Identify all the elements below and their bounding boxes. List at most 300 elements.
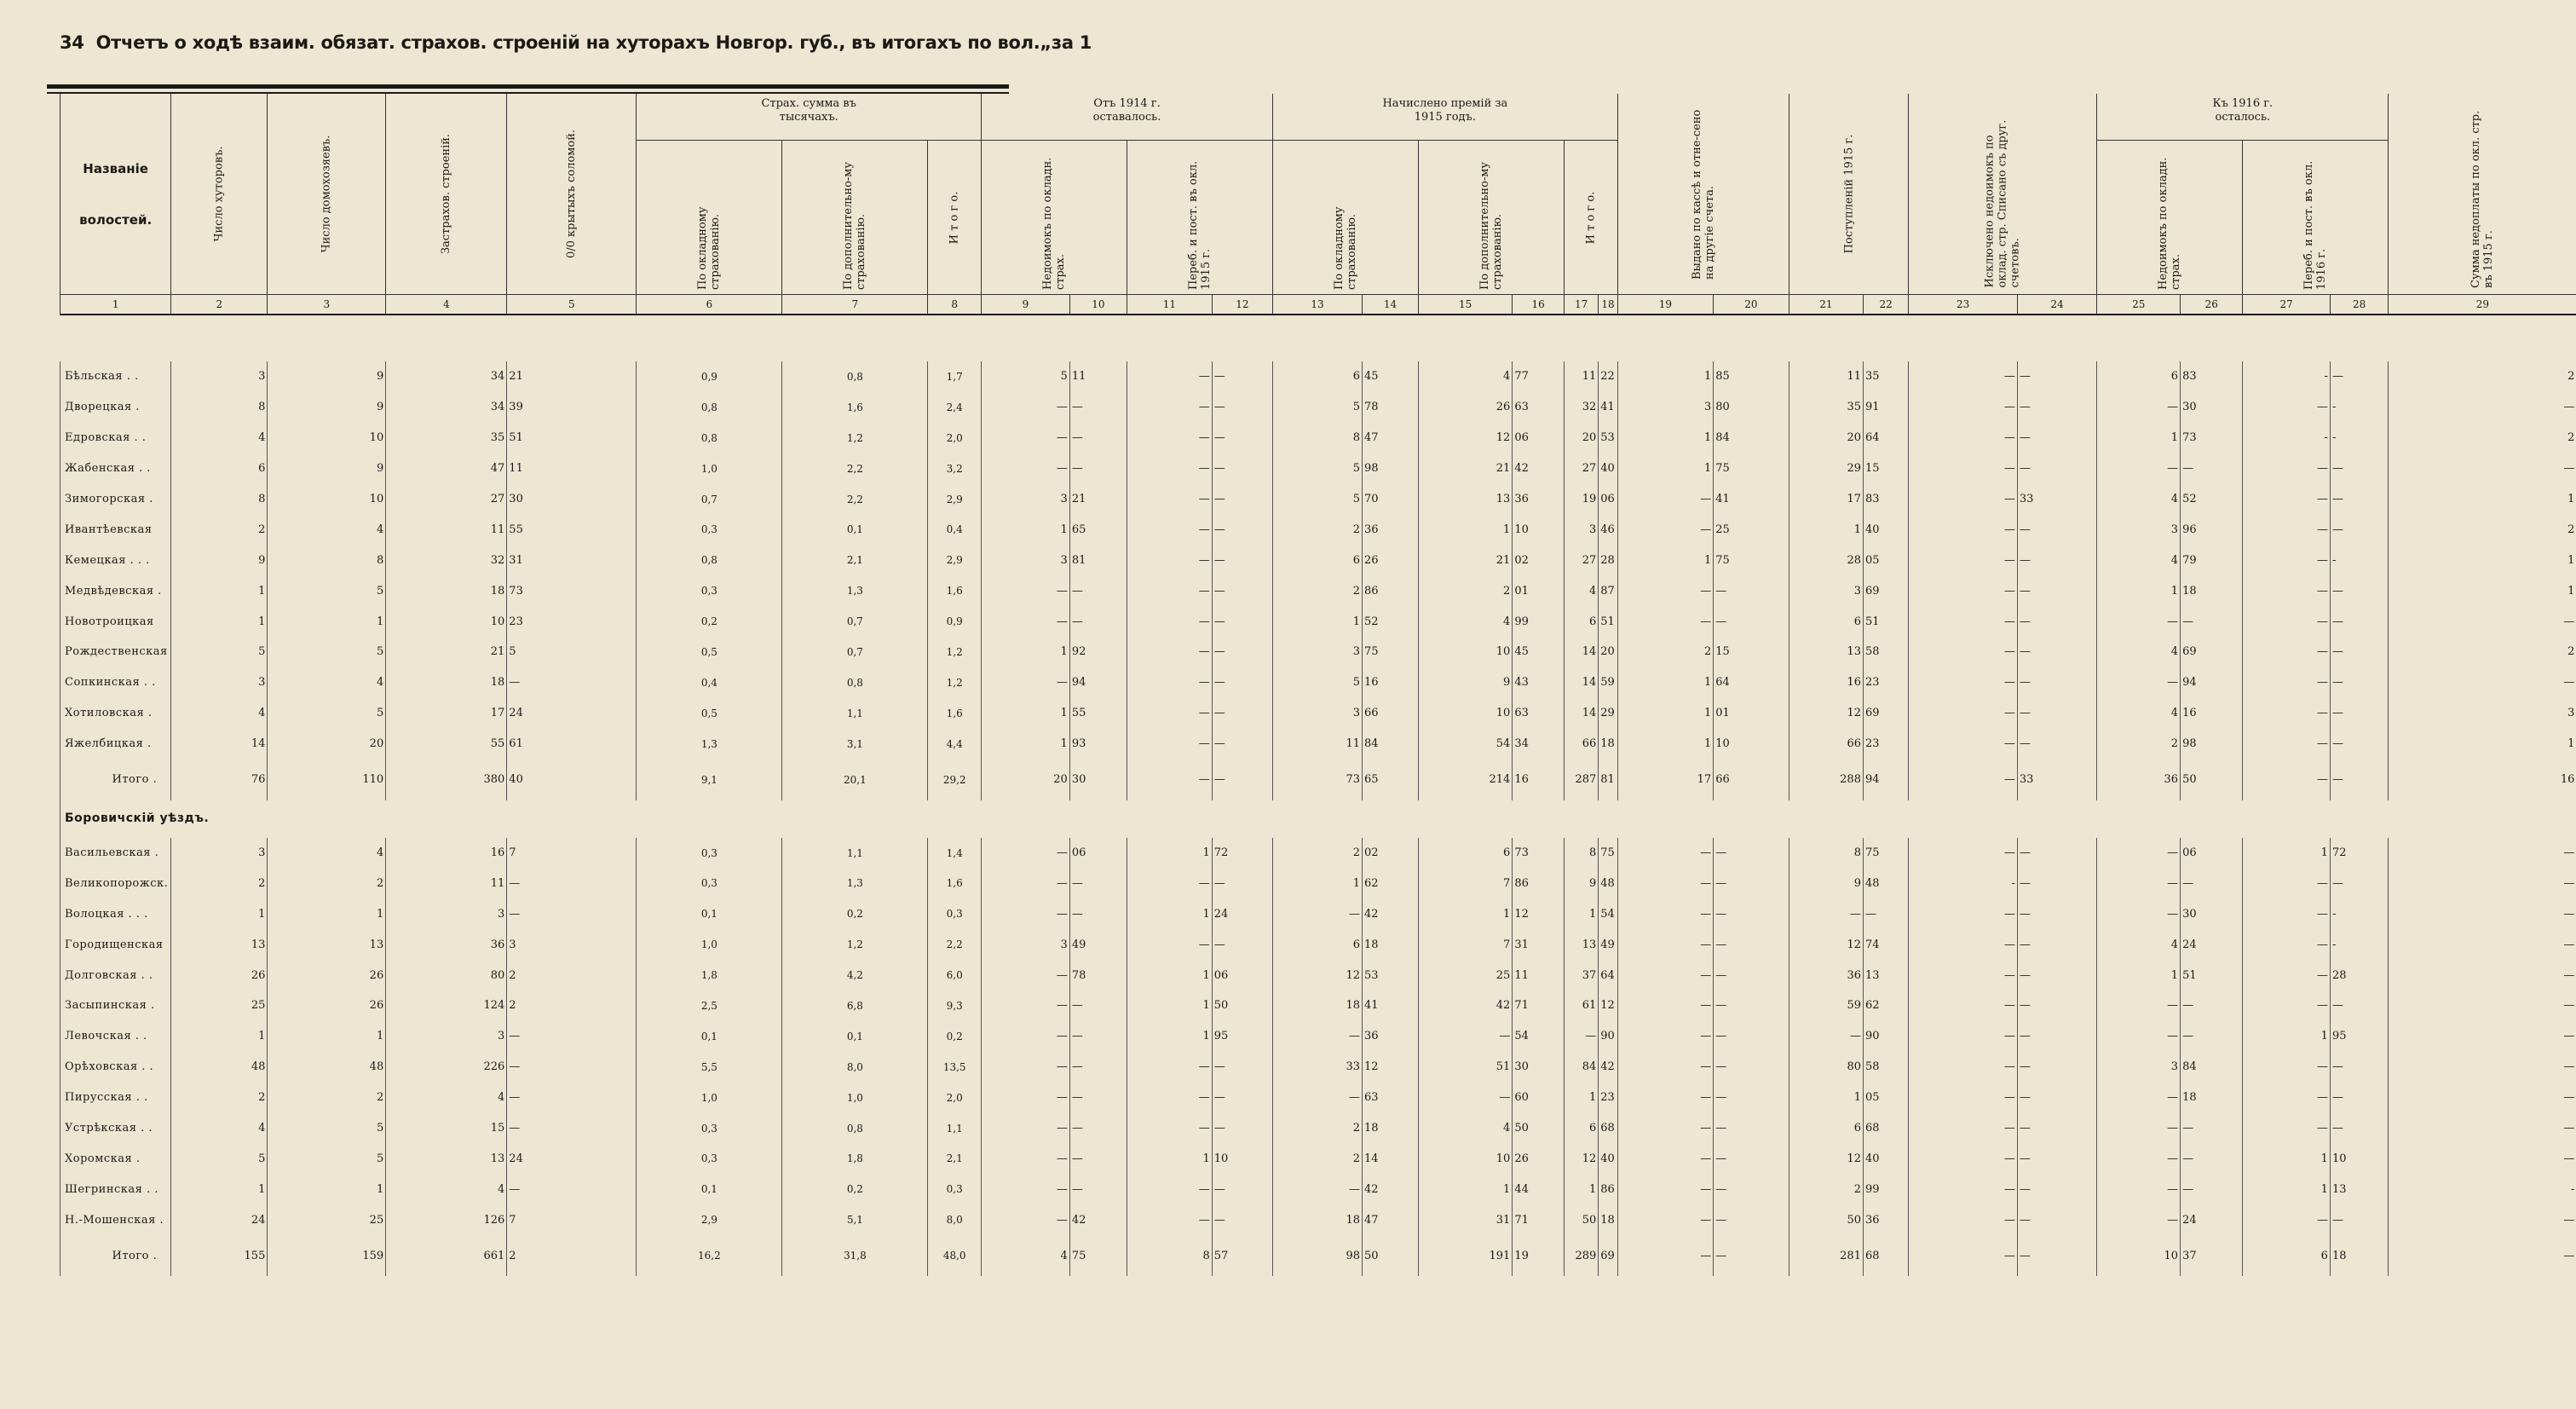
table-cell: 5 — [1273, 453, 1363, 484]
table-cell: 1,3 — [782, 575, 928, 606]
table-cell: — — [2017, 361, 2097, 392]
table-cell: 45 — [1363, 361, 1419, 392]
table-cell: 90 — [1599, 1021, 1617, 1052]
table-cell: 02 — [1363, 838, 1419, 869]
table-cell: — — [1127, 1083, 1213, 1113]
table-cell: — — [982, 1113, 1070, 1144]
table-cell: 55 — [507, 514, 637, 545]
table-cell: — — [2181, 453, 2243, 484]
table-cell: 5 — [507, 637, 637, 667]
table-cell: 1 — [171, 1174, 268, 1204]
row-name: Кемецкая . . . — [61, 545, 171, 575]
table-cell: — — [1909, 1113, 2018, 1144]
table-cell: 75 — [1069, 1235, 1127, 1276]
table-cell: 34 — [386, 392, 507, 423]
table-cell: — — [2330, 729, 2388, 759]
table-cell: 41 — [1363, 990, 1419, 1021]
header-c25: Недоимокъ по окладн. страх. — [2097, 141, 2243, 295]
table-cell: — — [982, 1021, 1070, 1052]
table-cell: — — [1617, 484, 1714, 515]
table-cell: 1 — [1565, 1083, 1599, 1113]
table-cell: 63 — [1513, 698, 1565, 729]
table-cell: — — [982, 606, 1070, 637]
table-cell: — — [2389, 929, 2576, 960]
table-cell: 14 — [1363, 1143, 1419, 1174]
table-cell: — — [1617, 1204, 1714, 1235]
table-cell: 02 — [1513, 545, 1565, 575]
table-cell: — — [2017, 1174, 2097, 1204]
table-cell: — — [2389, 838, 2576, 869]
table-cell: 13 — [171, 929, 268, 960]
section-row — [61, 800, 2576, 838]
table-cell: - — [2389, 1174, 2576, 1204]
row-name: Новотроицкая — [61, 606, 171, 637]
table-cell: — — [1127, 545, 1213, 575]
table-cell: 2 — [1273, 514, 1363, 545]
column-number: 28 — [2330, 295, 2388, 315]
table-cell: 1 — [2389, 729, 2576, 759]
table-cell: 7 — [507, 1204, 637, 1235]
table-cell: 1 — [268, 1021, 386, 1052]
table-cell: 0,8 — [637, 392, 782, 423]
table-cell: - — [2330, 898, 2388, 929]
table-row — [61, 514, 2576, 545]
table-cell: 86 — [1599, 1174, 1617, 1204]
table-cell: — — [2243, 637, 2331, 667]
header-c23: Исключено недоимокъ по оклад. стр. Списано съ друг. счетовъ. — [1909, 94, 2097, 295]
table-cell: 26 — [1363, 545, 1419, 575]
table-cell: 28 — [1789, 545, 1863, 575]
table-cell: 6 — [1789, 1113, 1863, 1144]
table-cell: 1 — [1127, 838, 1213, 869]
table-cell: — — [2243, 575, 2331, 606]
table-cell: 70 — [1363, 484, 1419, 515]
table-cell: — — [1909, 898, 2018, 929]
table-cell: 10 — [268, 484, 386, 515]
table-cell: 24 — [171, 1204, 268, 1235]
table-cell: — — [2243, 1204, 2331, 1235]
table-cell: 33 — [1273, 1052, 1363, 1083]
table-cell: — — [1909, 1174, 2018, 1204]
table-cell: — — [1789, 898, 1863, 929]
table-cell: — — [2017, 667, 2097, 698]
table-cell: 30 — [1513, 1052, 1565, 1083]
table-cell: 15 — [1863, 453, 1908, 484]
table-cell: 10 — [1419, 637, 1513, 667]
table-cell: 2 — [507, 990, 637, 1021]
table-cell: 77 — [1513, 361, 1565, 392]
table-cell: — — [1617, 838, 1714, 869]
table-cell: 4 — [1419, 361, 1513, 392]
table-cell: — — [1273, 1021, 1363, 1052]
table-cell: 21 — [1069, 484, 1127, 515]
table-cell: 0,3 — [928, 1174, 982, 1204]
table-cell: — — [1714, 1052, 1789, 1083]
table-row — [61, 637, 2576, 667]
table-cell: 54 — [1419, 729, 1513, 759]
table-cell: 1 — [982, 698, 1070, 729]
table-cell: 8 — [1273, 423, 1363, 453]
table-header — [61, 94, 2576, 315]
table-cell: 64 — [1599, 960, 1617, 990]
table-cell: 92 — [1069, 637, 1127, 667]
table-cell: — — [1069, 898, 1127, 929]
table-cell: 29,2 — [928, 759, 982, 800]
table-cell: 47 — [1363, 1204, 1419, 1235]
table-cell: 9 — [171, 545, 268, 575]
table-cell: 1,2 — [928, 667, 982, 698]
table-cell: 73 — [1513, 838, 1565, 869]
table-row — [61, 960, 2576, 990]
table-row — [61, 1021, 2576, 1052]
table-cell: 86 — [1363, 575, 1419, 606]
table-cell: 18 — [1599, 729, 1617, 759]
table-cell: 4 — [171, 423, 268, 453]
table-cell: 27 — [386, 484, 507, 515]
table-cell: 94 — [2181, 667, 2243, 698]
table-cell: 0,4 — [637, 667, 782, 698]
table-cell: - — [2330, 423, 2388, 453]
table-cell: 191 — [1419, 1235, 1513, 1276]
table-cell: 4 — [2097, 484, 2181, 515]
page-title: Отчетъ о ходѣ взаим. обязат. страхов. строеній на хуторахъ Новгор. губ., въ итогахъ по вол.„за 1 — [95, 32, 1092, 53]
table-cell: — — [1212, 759, 1272, 800]
table-cell: 69 — [1599, 1235, 1617, 1276]
table-cell: — — [1069, 990, 1127, 1021]
table-cell: 5 — [1273, 484, 1363, 515]
table-cell: — — [2330, 1204, 2388, 1235]
table-cell: 12 — [1565, 1143, 1599, 1174]
table-cell: — — [2017, 1052, 2097, 1083]
table-cell: 42 — [1599, 1052, 1617, 1083]
table-cell: 48 — [171, 1052, 268, 1083]
table-cell: 71 — [1513, 990, 1565, 1021]
table-cell: - — [2243, 423, 2331, 453]
column-number: 3 — [268, 295, 386, 315]
table-cell: 380 — [386, 759, 507, 800]
row-name: Левочская . . — [61, 1021, 171, 1052]
table-cell: 2,9 — [637, 1204, 782, 1235]
table-cell: — — [1127, 868, 1213, 898]
table-cell: 8,0 — [928, 1204, 982, 1235]
table-cell: 63 — [1363, 1083, 1419, 1113]
table-cell: 53 — [1363, 960, 1419, 990]
table-cell: 78 — [1363, 392, 1419, 423]
header-rule-thick — [47, 84, 1009, 89]
table-cell: 84 — [2181, 1052, 2243, 1083]
page-header — [60, 32, 1092, 53]
table-row — [61, 1083, 2576, 1113]
table-cell: — — [1909, 1143, 2018, 1174]
table-cell: — — [1617, 1083, 1714, 1113]
table-cell: 13 — [1565, 929, 1599, 960]
table-cell: 1,6 — [782, 392, 928, 423]
table-cell: 35 — [386, 423, 507, 453]
table-cell: — — [2330, 990, 2388, 1021]
table-cell: — — [2330, 1083, 2388, 1113]
table-body — [61, 315, 2576, 1276]
table-cell: — — [1565, 1021, 1599, 1052]
table-row — [61, 1113, 2576, 1144]
table-cell: — — [2330, 484, 2388, 515]
table-cell: — — [2097, 868, 2181, 898]
table-cell: 1 — [1565, 1174, 1599, 1204]
table-cell: 51 — [2181, 960, 2243, 990]
table-cell: 36 — [1513, 484, 1565, 515]
row-name: Городищенская — [61, 929, 171, 960]
table-cell: — — [507, 898, 637, 929]
table-cell: — — [982, 575, 1070, 606]
table-cell: 60 — [1513, 1083, 1565, 1113]
table-cell: — — [2330, 1052, 2388, 1083]
table-cell: 0,7 — [782, 637, 928, 667]
table-cell: 7 — [507, 838, 637, 869]
column-number: 1 — [61, 295, 171, 315]
table-cell: 98 — [2181, 729, 2243, 759]
table-cell: 48 — [1599, 868, 1617, 898]
table-cell: — — [1212, 667, 1272, 698]
header-c2: Число хуторовъ. — [171, 94, 268, 295]
table-cell: — — [1909, 484, 2018, 515]
table-cell: 5 — [268, 698, 386, 729]
table-cell: 4 — [1419, 606, 1513, 637]
table-cell: — — [2389, 1021, 2576, 1052]
table-cell: 1,6 — [928, 698, 982, 729]
table-cell: — — [982, 423, 1070, 453]
table-cell: 45 — [1513, 637, 1565, 667]
table-cell: — — [1127, 606, 1213, 637]
table-cell: — — [982, 1143, 1070, 1174]
table-cell: 0,2 — [928, 1021, 982, 1052]
table-cell: 1 — [2389, 545, 2576, 575]
column-number: 24 — [2017, 295, 2097, 315]
table-cell: 2 — [2097, 729, 2181, 759]
table-cell: — — [1127, 514, 1213, 545]
table-cell: — — [2017, 1083, 2097, 1113]
table-cell: 85 — [1714, 361, 1789, 392]
table-cell: — — [2243, 990, 2331, 1021]
table-cell: 14 — [1565, 698, 1599, 729]
table-cell: 12 — [1363, 1052, 1419, 1083]
table-cell: 16 — [1789, 667, 1863, 698]
table-cell: — — [1069, 1143, 1127, 1174]
table-cell: 3 — [1565, 514, 1599, 545]
table-row — [61, 838, 2576, 869]
table-cell: 4 — [171, 1113, 268, 1144]
table-cell: 6 — [1565, 1113, 1599, 1144]
table-cell: 76 — [171, 759, 268, 800]
table-cell: 13 — [1789, 637, 1863, 667]
table-cell: 26 — [268, 960, 386, 990]
table-cell: 47 — [1363, 423, 1419, 453]
table-cell: 1,0 — [637, 1083, 782, 1113]
table-cell: 11 — [507, 453, 637, 484]
table-cell: 54 — [1513, 1021, 1565, 1052]
table-cell: 06 — [2181, 838, 2243, 869]
table-cell: 11 — [386, 514, 507, 545]
table-cell: 24 — [1212, 898, 1272, 929]
table-cell: 5 — [982, 361, 1070, 392]
table-cell: 40 — [507, 759, 637, 800]
column-number: 11 — [1127, 295, 1213, 315]
table-cell: 06 — [1212, 960, 1272, 990]
table-cell: 21 — [386, 637, 507, 667]
table-cell: — — [1617, 1174, 1714, 1204]
table-cell: 8 — [171, 484, 268, 515]
table-cell: — — [1212, 698, 1272, 729]
table-cell: — — [2097, 392, 2181, 423]
table-cell: 9 — [1565, 868, 1599, 898]
table-cell: 66 — [1714, 759, 1789, 800]
table-cell: 10 — [386, 606, 507, 637]
table-cell: 37 — [1565, 960, 1599, 990]
table-cell: — — [1617, 960, 1714, 990]
table-cell: 90 — [1863, 1021, 1908, 1052]
table-cell: 2 — [171, 868, 268, 898]
table-cell: 0,5 — [637, 698, 782, 729]
table-cell: 42 — [1069, 1204, 1127, 1235]
table-cell: 0,3 — [637, 1143, 782, 1174]
table-cell: 5 — [268, 637, 386, 667]
table-cell: 3 — [2389, 698, 2576, 729]
table-cell: 3 — [2097, 1052, 2181, 1083]
table-cell: - — [2330, 392, 2388, 423]
table-cell: — — [1714, 868, 1789, 898]
table-cell: 1 — [1127, 960, 1213, 990]
row-name: Васильевская . — [61, 838, 171, 869]
table-cell: — — [1212, 545, 1272, 575]
table-cell: — — [2330, 667, 2388, 698]
table-cell: 61 — [507, 729, 637, 759]
table-cell: 0,3 — [637, 1113, 782, 1144]
table-cell: — — [1617, 1113, 1714, 1144]
table-row — [61, 1204, 2576, 1235]
table-cell: — — [1909, 667, 2018, 698]
table-cell: 1 — [1617, 729, 1714, 759]
table-cell: 1 — [2097, 575, 2181, 606]
header-c27: Переб. и пост. въ окл. 1916 г. — [2243, 141, 2389, 295]
table-cell: 19 — [1565, 484, 1599, 515]
table-cell: 05 — [1863, 1083, 1908, 1113]
table-cell: 23 — [507, 606, 637, 637]
table-cell: — — [2097, 606, 2181, 637]
row-name: Долговская . . — [61, 960, 171, 990]
table-cell: — — [1617, 606, 1714, 637]
column-number: 18 — [1599, 295, 1617, 315]
row-name: Жабенская . . — [61, 453, 171, 484]
table-cell: — — [2243, 392, 2331, 423]
table-cell: 4 — [2097, 545, 2181, 575]
table-cell: 1 — [1127, 898, 1213, 929]
row-name: Орѣховская . . — [61, 1052, 171, 1083]
table-cell: 1 — [2389, 484, 2576, 515]
table-cell: — — [1909, 960, 2018, 990]
column-number: 5 — [507, 295, 637, 315]
header-c8: И т о г о. — [928, 141, 982, 295]
table-cell: 2 — [268, 868, 386, 898]
table-cell: — — [2017, 392, 2097, 423]
table-cell: 49 — [1599, 929, 1617, 960]
table-cell: — — [1617, 1235, 1714, 1276]
table-cell: 33 — [2017, 759, 2097, 800]
table-cell: 84 — [1565, 1052, 1599, 1083]
row-name: Ивантѣевская — [61, 514, 171, 545]
table-cell: 0,3 — [928, 898, 982, 929]
table-cell: — — [1909, 929, 2018, 960]
table-cell: — — [1212, 575, 1272, 606]
table-cell: — — [507, 1083, 637, 1113]
page-number: 34 — [60, 32, 84, 53]
table-cell: 18 — [386, 575, 507, 606]
table-cell: 1 — [1617, 361, 1714, 392]
table-cell: - — [2330, 545, 2388, 575]
table-row — [61, 606, 2576, 637]
table-cell: — — [2097, 667, 2181, 698]
table-cell: — — [1714, 1143, 1789, 1174]
table-cell: 1,3 — [637, 729, 782, 759]
table-cell: 6 — [2097, 361, 2181, 392]
table-cell: 27 — [1565, 453, 1599, 484]
table-cell: 94 — [1863, 759, 1908, 800]
table-cell: — — [1212, 606, 1272, 637]
table-cell: 2,9 — [928, 545, 982, 575]
table-cell: — — [1212, 729, 1272, 759]
table-cell: 12 — [1419, 423, 1513, 453]
row-name: Устрѣкская . . — [61, 1113, 171, 1144]
table-cell: — — [2017, 423, 2097, 453]
table-cell: — — [2243, 759, 2331, 800]
table-cell: 83 — [1863, 484, 1908, 515]
table-cell: 2 — [2389, 361, 2576, 392]
table-cell: — — [2097, 1143, 2181, 1174]
table-cell: 14 — [171, 729, 268, 759]
table-cell: 0,9 — [637, 361, 782, 392]
table-cell: — — [1863, 898, 1908, 929]
table-cell: — — [1909, 575, 2018, 606]
table-cell: 1 — [1419, 1174, 1513, 1204]
row-name: Н.-Мошенская . — [61, 1204, 171, 1235]
header-group-strah: Страх. сумма въ тысячахъ. — [637, 94, 982, 141]
table-cell: 214 — [1419, 759, 1513, 800]
table-cell: 65 — [1363, 759, 1419, 800]
table-cell: 26 — [1419, 392, 1513, 423]
row-name: Яжелбицкая . — [61, 729, 171, 759]
table-cell: — — [2017, 729, 2097, 759]
table-cell: — — [1714, 1235, 1789, 1276]
table-cell: 37 — [2181, 1235, 2243, 1276]
column-number: 26 — [2181, 295, 2243, 315]
table-cell: 6 — [1273, 545, 1363, 575]
table-cell: 5 — [268, 1113, 386, 1144]
table-cell: 31,8 — [782, 1235, 928, 1276]
table-cell: — — [2017, 898, 2097, 929]
table-cell: 66 — [1789, 729, 1863, 759]
table-cell: — — [1909, 606, 2018, 637]
table-cell: 6,8 — [782, 990, 928, 1021]
table-cell: — — [2243, 453, 2331, 484]
table-cell: — — [1127, 759, 1213, 800]
table-cell: — — [1127, 575, 1213, 606]
table-cell: — — [2243, 606, 2331, 637]
table-cell: — — [2017, 698, 2097, 729]
table-cell: 9,1 — [637, 759, 782, 800]
table-cell: 36 — [1363, 514, 1419, 545]
table-cell: — — [2097, 1021, 2181, 1052]
table-cell: 5 — [268, 575, 386, 606]
table-cell: 6 — [1789, 606, 1863, 637]
table-cell: 0,9 — [928, 606, 982, 637]
table-cell: — — [1714, 606, 1789, 637]
